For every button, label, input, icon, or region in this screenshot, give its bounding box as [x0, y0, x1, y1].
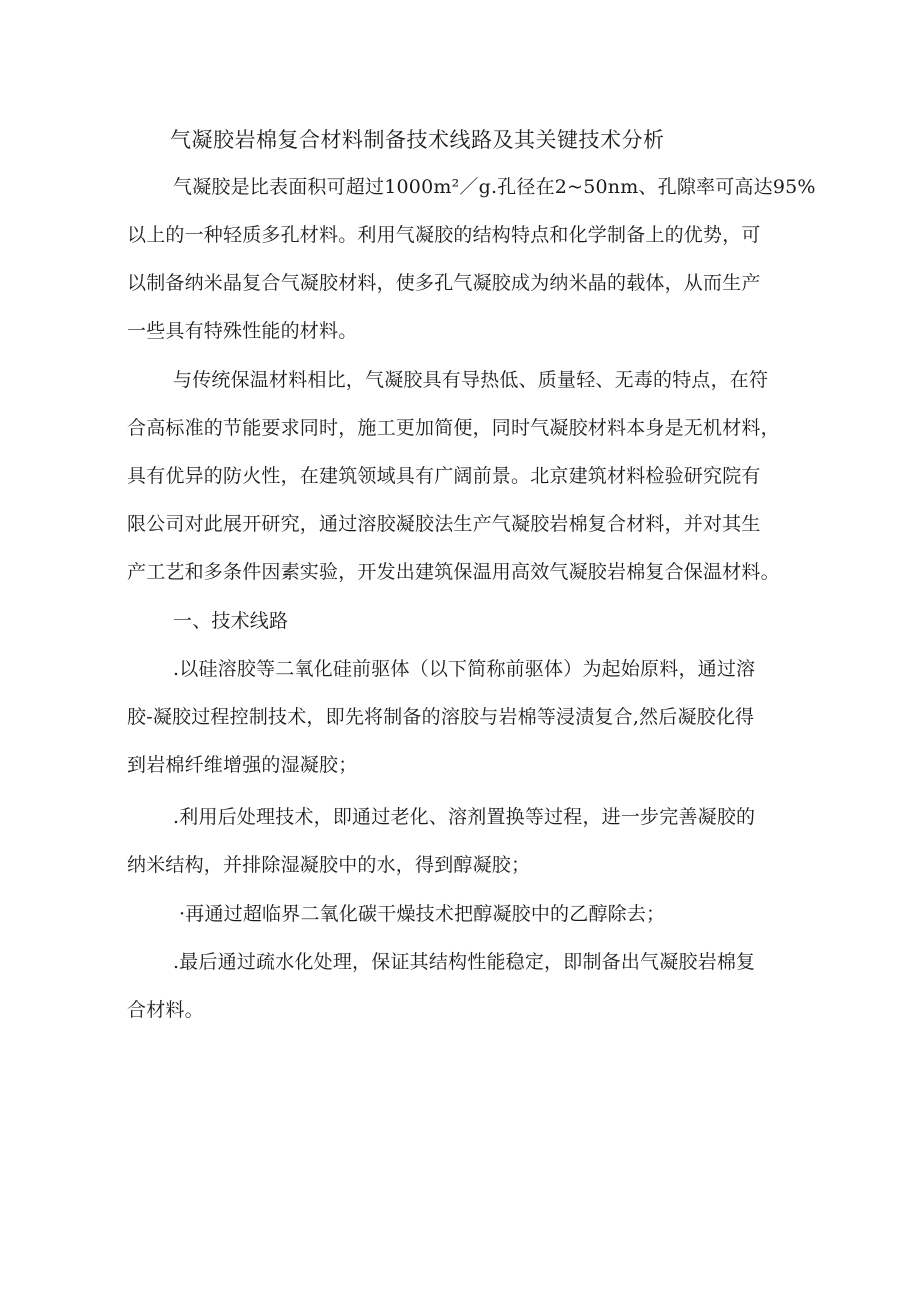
paragraph-step-2: [127, 793, 833, 889]
paragraph-step-3: [173, 890, 833, 938]
text-line: 一些具有特殊性能的材料。: [127, 320, 358, 342]
text-line: 胶-凝胶过程控制技术，即先将制备的溶胶与岩棉等浸渍复合,然后凝胶化得: [127, 706, 755, 728]
text-line: .最后通过疏水化处理，保证其结构性能稳定，即制备出气凝胶岩棉复: [173, 951, 756, 973]
text-line: 纳米结构，并排除湿凝胶中的水，得到醇凝胶；: [127, 854, 531, 876]
text-line: 合材料。: [127, 999, 204, 1021]
text-line: 具有优异的防火性，在建筑领域具有广阔前景。北京建筑材料检验研究院有: [127, 465, 761, 487]
paragraph-step-4: [127, 938, 833, 1034]
text-line: 气凝胶是比表面积可超过1000m²／g.孔径在2~50nm、孔隙率可高达95%: [173, 176, 816, 198]
paragraph-intro: [127, 163, 833, 355]
text-line: 以制备纳米晶复合气凝胶材料，使多孔气凝胶成为纳米晶的载体，从而生产: [127, 272, 761, 294]
paragraph-comparison: [127, 356, 833, 596]
text-line: 合高标准的节能要求同时，施工更加简便，同时气凝胶材料本身是无机材料，: [127, 417, 780, 439]
text-line: 与传统保温材料相比，气凝胶具有导热低、质量轻、无毒的特点，在符: [173, 369, 769, 391]
text-line: 产工艺和多条件因素实验，开发出建筑保温用高效气凝胶岩棉复合保温材料。: [127, 561, 780, 583]
paragraph-step-1: [127, 645, 833, 789]
section-heading-text: 一、技术线路: [173, 610, 289, 632]
text-line: ·再通过超临界二氧化碳干燥技术把醇凝胶中的乙醇除去；: [179, 903, 666, 925]
text-line: 到岩棉纤维增强的湿凝胶；: [127, 754, 358, 776]
text-line: 以上的一种轻质多孔材料。利用气凝胶的结构特点和化学制备上的优势，可: [127, 224, 761, 246]
text-line: .利用后处理技术，即通过老化、溶剂置换等过程，进一步完善凝胶的: [173, 806, 756, 828]
text-line: 限公司对此展开研究，通过溶胶凝胶法生产气凝胶岩棉复合材料，并对其生: [127, 513, 761, 535]
text-line: .以硅溶胶等二氧化硅前驱体（以下简称前驱体）为起始原料，通过溶: [173, 658, 756, 680]
section-heading: [173, 597, 833, 645]
page-title: 气凝胶岩棉复合材料制备技术线路及其关键技术分析: [170, 128, 665, 152]
